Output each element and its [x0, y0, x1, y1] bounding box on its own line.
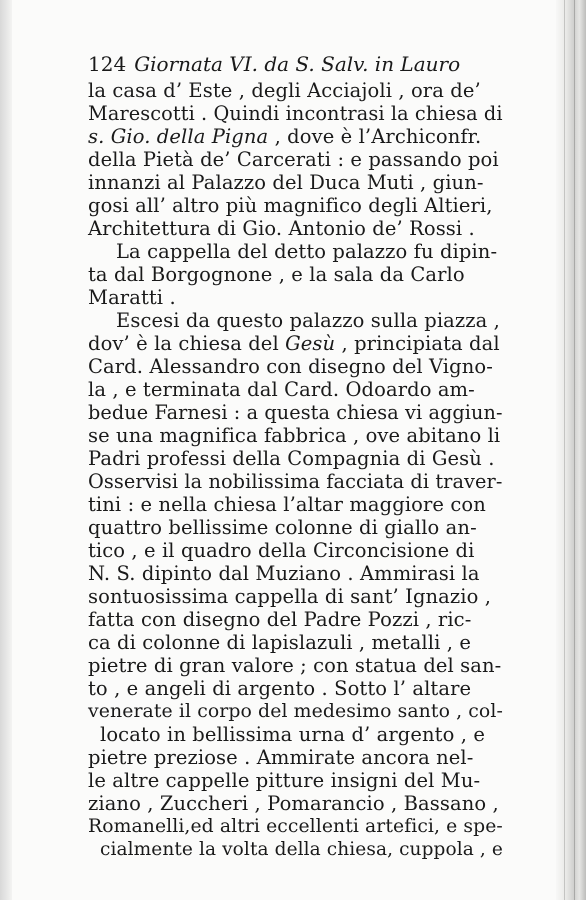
- text-line: Architettura di Gio. Antonio de’ Rossi .: [88, 217, 475, 240]
- text-line: Osservisi la nobilissima facciata di traver-: [88, 470, 503, 493]
- page-text-block: [88, 49, 504, 861]
- line-segment: , dove è l’Archiconfr.: [268, 125, 482, 148]
- text-line: innanzi al Palazzo del Duca Muti , giun-: [88, 171, 484, 194]
- text-line: ca di colonne di lapislazuli , metalli , e: [88, 631, 471, 654]
- text-line: della Pietà de’ Carcerati : e passando poi: [88, 148, 499, 171]
- line-segment: dov’ è la chiesa del: [88, 332, 286, 355]
- text-line: tini : e nella chiesa l’altar maggiore con: [88, 493, 486, 516]
- church-name-italic: Gesù: [285, 332, 336, 355]
- text-line: cialmente la volta della chiesa, cuppola , e: [100, 839, 503, 860]
- text-line: ta dal Borgognone , e la sala da Carlo: [88, 263, 465, 286]
- page-gutter-shadow: [0, 0, 12, 900]
- text-line: pietre preziose . Ammirate ancora nel-: [88, 746, 474, 769]
- text-line: gosi all’ altro più magnifico degli Altieri,: [88, 194, 493, 217]
- text-line: pietre di gran valore ; con statua del san-: [88, 654, 502, 677]
- text-line: bedue Farnesi : a questa chiesa vi aggiun-: [88, 401, 503, 424]
- running-title: Giornata VI. da S. Salv. in Lauro: [134, 52, 461, 76]
- text-line: ziano , Zuccheri , Pomarancio , Bassano ,: [88, 792, 499, 815]
- text-line: Maratti .: [88, 286, 176, 309]
- text-line: Romanelli,ed altri eccellenti artefici, e spe-: [88, 816, 503, 837]
- text-line: Padri professi della Compagnia di Gesù .: [88, 447, 495, 470]
- text-line: sontuosissima cappella di sant’ Ignazio ,: [88, 585, 492, 608]
- text-line: [88, 125, 504, 148]
- paragraph-start-line: La cappella del detto palazzo fu dipin-: [116, 240, 498, 263]
- text-line: [88, 332, 504, 355]
- line-segment: , principiata dal: [335, 332, 500, 355]
- page-fore-edge: [556, 0, 586, 900]
- text-line: fatta con disegno del Padre Pozzi , ric-: [88, 608, 472, 631]
- text-line: le altre cappelle pitture insigni del Mu-: [88, 769, 481, 792]
- running-header: [88, 49, 504, 79]
- paragraph-start-line: Escesi da questo palazzo sulla piazza ,: [116, 309, 500, 332]
- text-line: locato in bellissima urna d’ argento , e: [100, 723, 485, 746]
- text-line: N. S. dipinto dal Muziano . Ammirasi la: [88, 562, 480, 585]
- text-line: la , e terminata dal Card. Odoardo am-: [88, 378, 475, 401]
- text-line: la casa d’ Este , degli Acciajoli , ora de’: [88, 79, 481, 102]
- text-line: Card. Alessandro con disegno del Vigno-: [88, 355, 493, 378]
- text-line: to , e angeli di argento . Sotto l’ altare: [88, 677, 472, 700]
- church-name-italic: s. Gio. della Pigna: [88, 125, 269, 148]
- text-line: se una magnifica fabbrica , ove abitano li: [88, 424, 501, 447]
- text-line: Marescotti . Quindi incontrasi la chiesa di: [88, 102, 503, 125]
- text-line: tico , e il quadro della Circoncisione di: [88, 539, 475, 562]
- text-line: venerate il corpo del medesimo santo , col-: [88, 701, 503, 722]
- page-number: 124: [88, 52, 127, 76]
- text-line: quattro bellissime colonne di giallo an-: [88, 516, 477, 539]
